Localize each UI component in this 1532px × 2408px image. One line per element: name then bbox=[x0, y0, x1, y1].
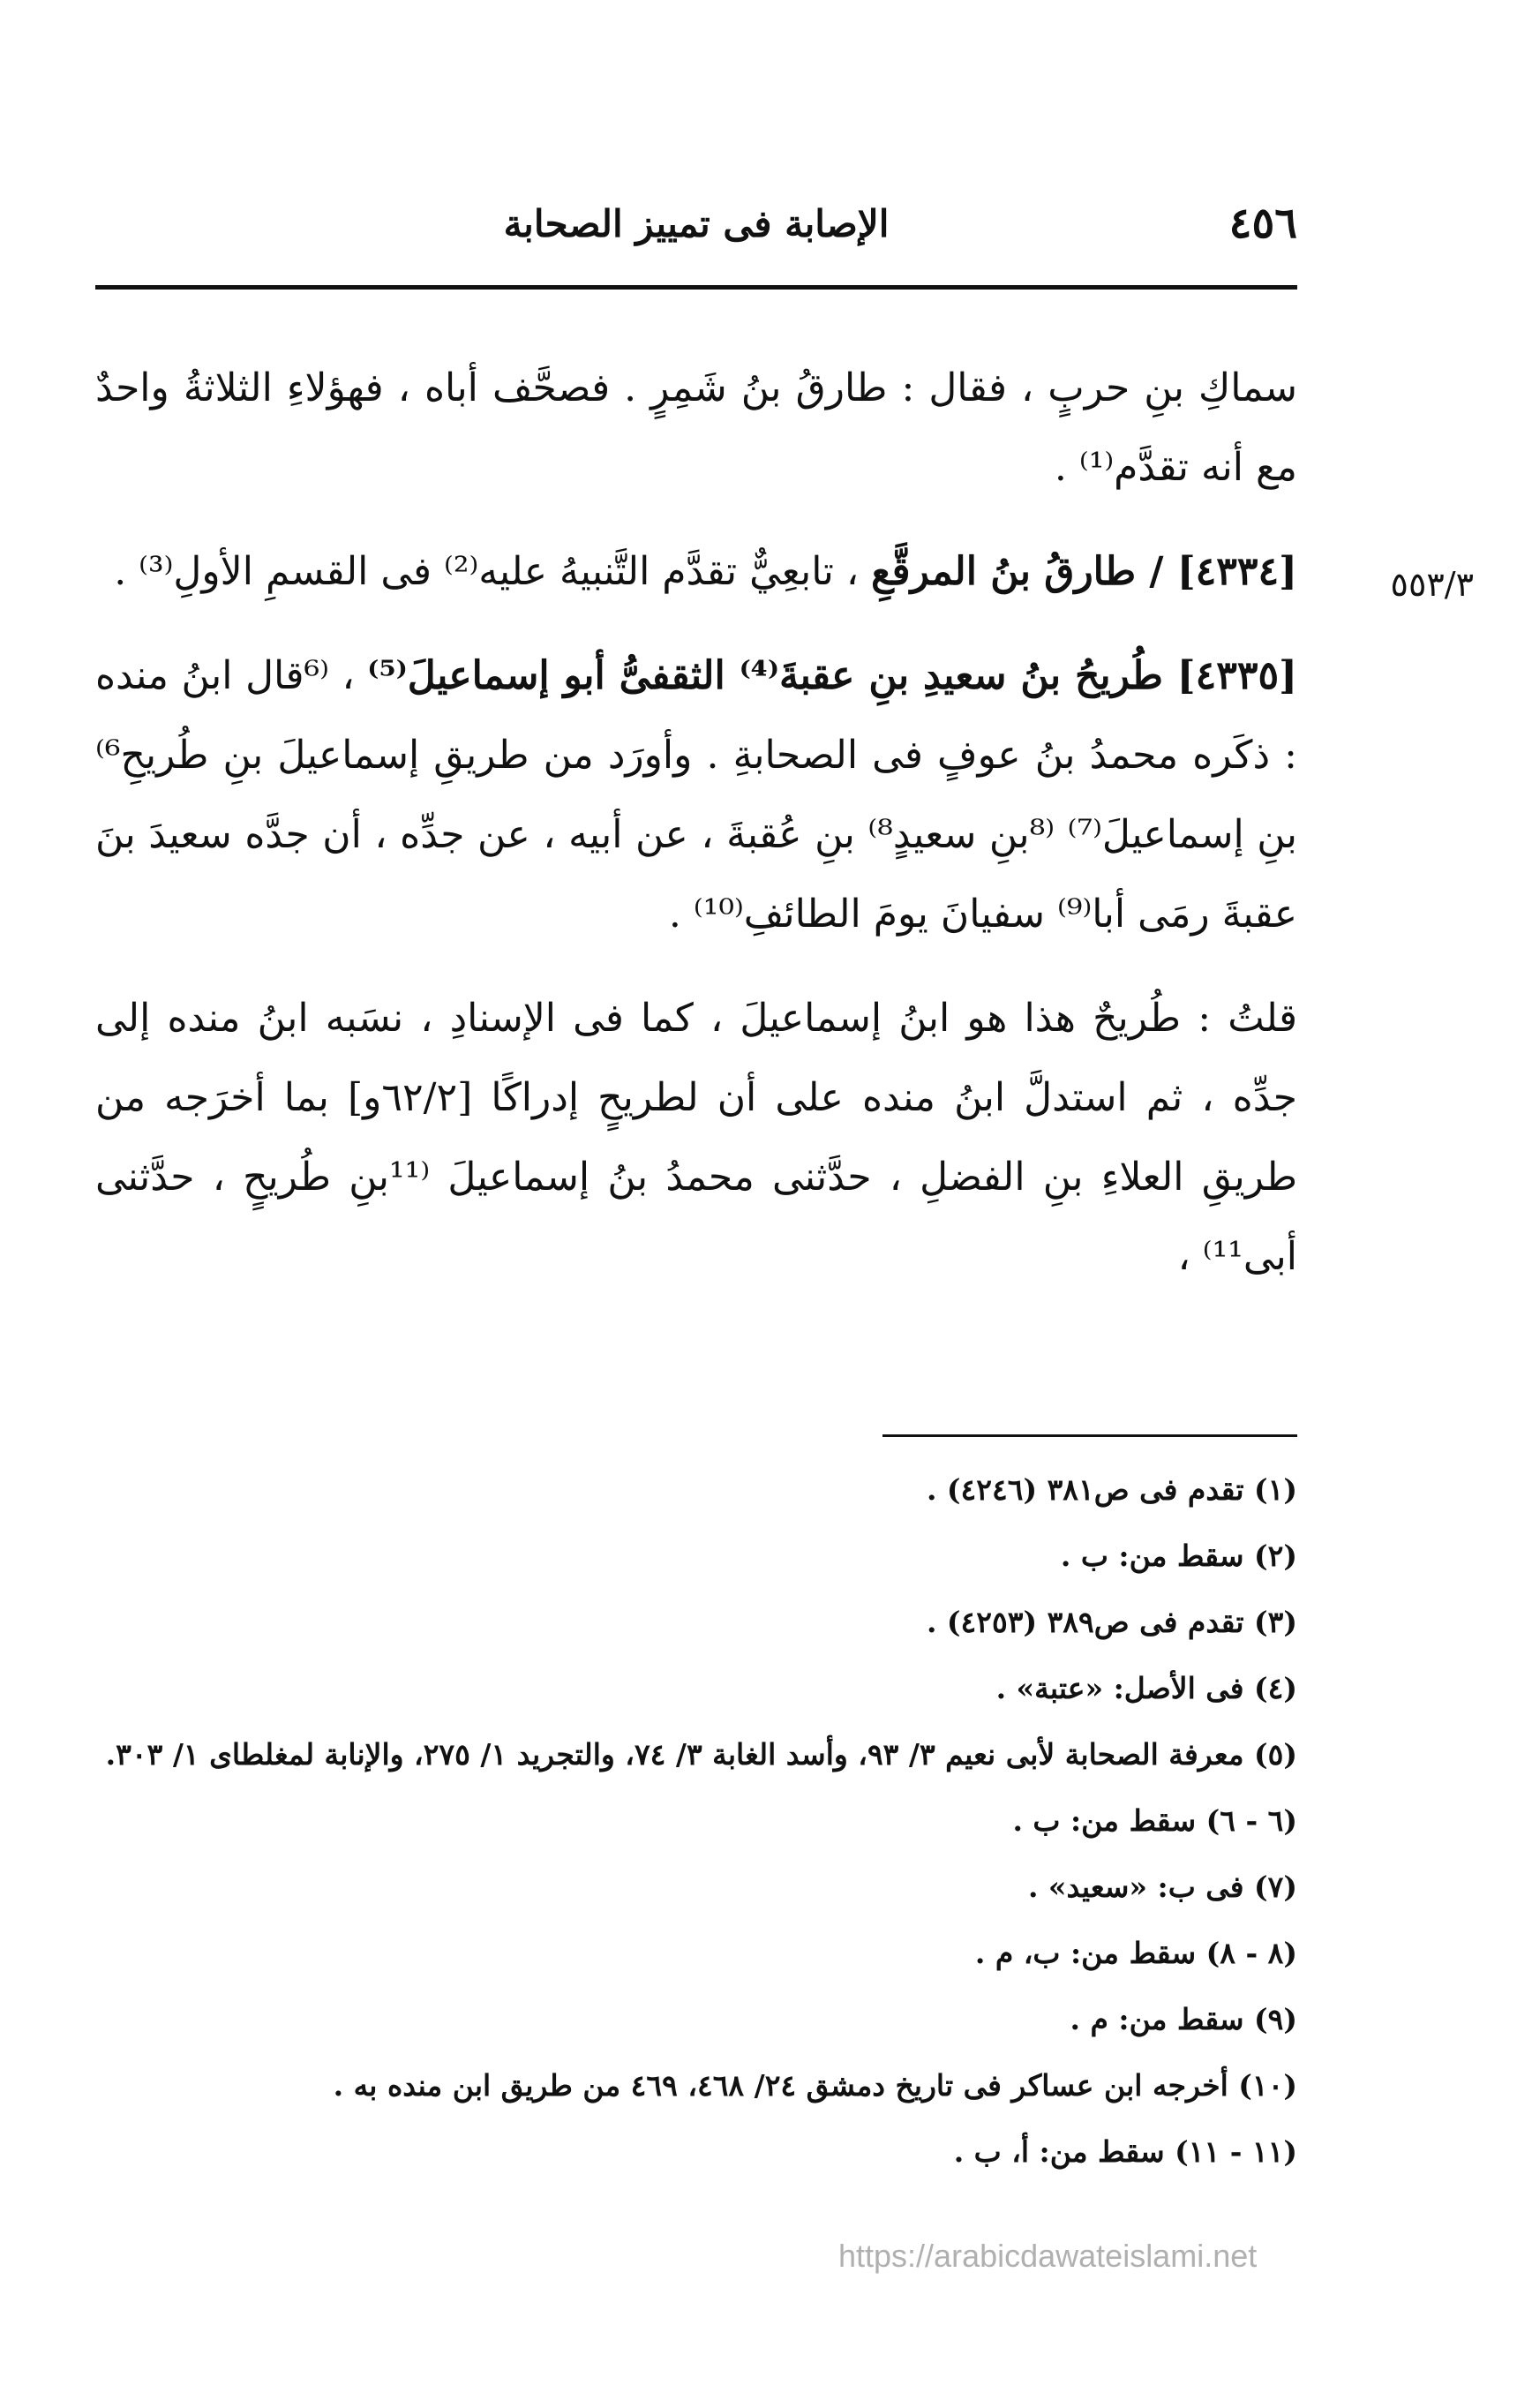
watermark-url: https://arabicdawateislami.net bbox=[838, 2238, 1258, 2274]
footnote-6: (٦ - ٦) سقط من: ب . bbox=[1012, 1803, 1297, 1838]
footnote-9: (٩) سقط من: م . bbox=[1070, 2002, 1297, 2036]
entry-4335-text: ، ⁽⁶قال ابنُ منده : ذكَره محمدُ بنُ عوفٍ فى الصحابةِ . وأورَد من طريقِ إسماعيلَ بنِ طُريحِ⁶⁾ بنِ إسماعيلَ⁽⁷⁾ ⁽⁸بنِ سعيدٍ⁸⁾ بنِ عُقبةَ ، عن أبيه ، عن جدِّه ، أن جدَّه سعيدَ بنَ عقبةَ رمَى أبا⁽⁹⁾ سفيانَ يومَ الطائفِ⁽¹⁰⁾ . bbox=[95, 653, 1297, 937]
footnote-1: (١) تقدم فى ص٣٨١ (٤٢٤٦) . bbox=[926, 1472, 1297, 1507]
footnote-8: (٨ - ٨) سقط من: ب، م . bbox=[974, 1936, 1297, 1970]
footnote-divider bbox=[882, 1434, 1297, 1437]
entry-4335 bbox=[95, 636, 1297, 954]
page-header bbox=[95, 199, 1297, 252]
footnote-5: (٥) معرفة الصحابة لأبى نعيم ٣/ ٩٣، وأسد الغابة ٣/ ٧٤، والتجريد ١/ ٢٧٥، والإنابة لمغلطاى ١/ ٣٠٣. bbox=[105, 1737, 1297, 1772]
margin-reference: ٥٥٣/٣ bbox=[1390, 565, 1474, 604]
footnote-2: (٢) سقط من: ب . bbox=[1060, 1539, 1297, 1573]
footnote-7: (٧) فى ب: «سعيد» . bbox=[1027, 1870, 1297, 1904]
entry-4334 bbox=[95, 532, 1297, 612]
footnotes bbox=[95, 1456, 1297, 2185]
entry-4335-heading: [٤٣٣٥] طُريحُ بنُ سعيدِ بنِ عقبةَ⁽⁴⁾ الثقفىُّ أبو إسماعيلَ⁽⁵⁾ bbox=[367, 653, 1297, 698]
paragraph-qult: قلتُ : طُريحٌ هذا هو ابنُ إسماعيلَ ، كما فى الإسنادِ ، نسَبه ابنُ منده إلى جدِّه ، ثم استدلَّ ابنُ منده على أن لطريحٍ إدراكًا [٦٢/٢و] بما أخرَجه من طريقِ العلاءِ بنِ الفضلِ ، حدَّثنى محمدُ بنُ إسماعيلَ ⁽¹¹بنِ طُريحٍ ، حدَّثنى أبى¹¹⁾ ، bbox=[95, 996, 1298, 1279]
main-text bbox=[95, 349, 1297, 1321]
footnote-11: (١١ - ١١) سقط من: أ، ب . bbox=[953, 2134, 1297, 2169]
footnote-10: (١٠) أخرجه ابن عساكر فى تاريخ دمشق ٢٤/ ٤٦٨، ٤٦٩ من طريق ابن منده به . bbox=[333, 2068, 1297, 2103]
page-number: ٤٥٦ bbox=[1228, 199, 1297, 248]
footnote-4: (٤) فى الأصل: «عتبة» . bbox=[995, 1671, 1297, 1705]
paragraph-continuation: سماكِ بنِ حربٍ ، فقال : طارقُ بنُ شَمِرٍ . فصحَّف أباه ، فهؤلاءِ الثلاثةُ واحدٌ مع أنه تقدَّم⁽¹⁾ . bbox=[95, 365, 1297, 490]
entry-4334-heading: [٤٣٣٤] / طارقُ بنُ المرقَّعِ bbox=[871, 549, 1297, 594]
running-title: الإصابة فى تمييز الصحابة bbox=[503, 202, 890, 245]
footnote-3: (٣) تقدم فى ص٣٨٩ (٤٢٥٣) . bbox=[926, 1605, 1297, 1639]
entry-4334-text: ، تابعِيٌّ تقدَّم التَّنبيهُ عليه⁽²⁾ فى القسمِ الأولِ⁽³⁾ . bbox=[114, 549, 860, 594]
header-divider bbox=[95, 285, 1297, 290]
